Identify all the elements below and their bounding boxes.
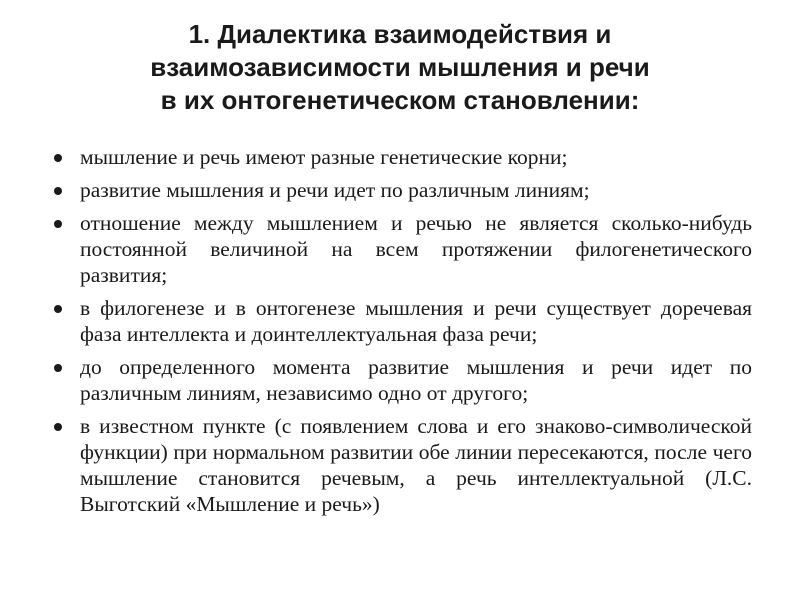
bullet-text: до определенного момента развитие мышления и речи идет по различным линиям, независимо одно от другого;	[80, 355, 752, 405]
bullet-text: развитие мышления и речи идет по различным линиям;	[80, 178, 590, 202]
bullet-text: мышление и речь имеют разные генетические корни;	[80, 145, 568, 169]
bullet-dot-icon	[54, 423, 62, 431]
bullet-item	[52, 144, 752, 170]
bullet-dot-icon	[54, 187, 62, 195]
slide-title	[60, 18, 740, 117]
bullet-item	[52, 354, 752, 406]
bullet-text: в филогенезе и в онтогенезе мышления и речи существует доречевая фаза интеллекта и доинтеллектуальная фаза речи;	[80, 296, 752, 346]
bullet-item	[52, 413, 752, 517]
bullet-text: в известном пункте (с появлением слова и его знаково-символической функции) при нормальном развитии обе линии пересекаются, после чего мышление становится речевым, а речь интеллектуальной (Л.С. Выготский «Мышление и речь»)	[80, 414, 752, 516]
bullet-item	[52, 177, 752, 203]
title-line: 1. Диалектика взаимодействия и	[188, 19, 612, 49]
bullet-dot-icon	[54, 305, 62, 313]
bullet-text: отношение между мышлением и речью не является сколько-нибудь постоянной величиной на всем протяжении филогенетического развития;	[80, 211, 752, 287]
bullet-item	[52, 295, 752, 347]
bullet-item	[52, 210, 752, 288]
title-line: в их онтогенетическом становлении:	[160, 85, 640, 115]
bullet-dot-icon	[54, 364, 62, 372]
bullet-list	[52, 144, 752, 524]
bullet-dot-icon	[54, 220, 62, 228]
bullet-dot-icon	[54, 154, 62, 162]
title-line: взаимозависимости мышления и речи	[150, 52, 650, 82]
